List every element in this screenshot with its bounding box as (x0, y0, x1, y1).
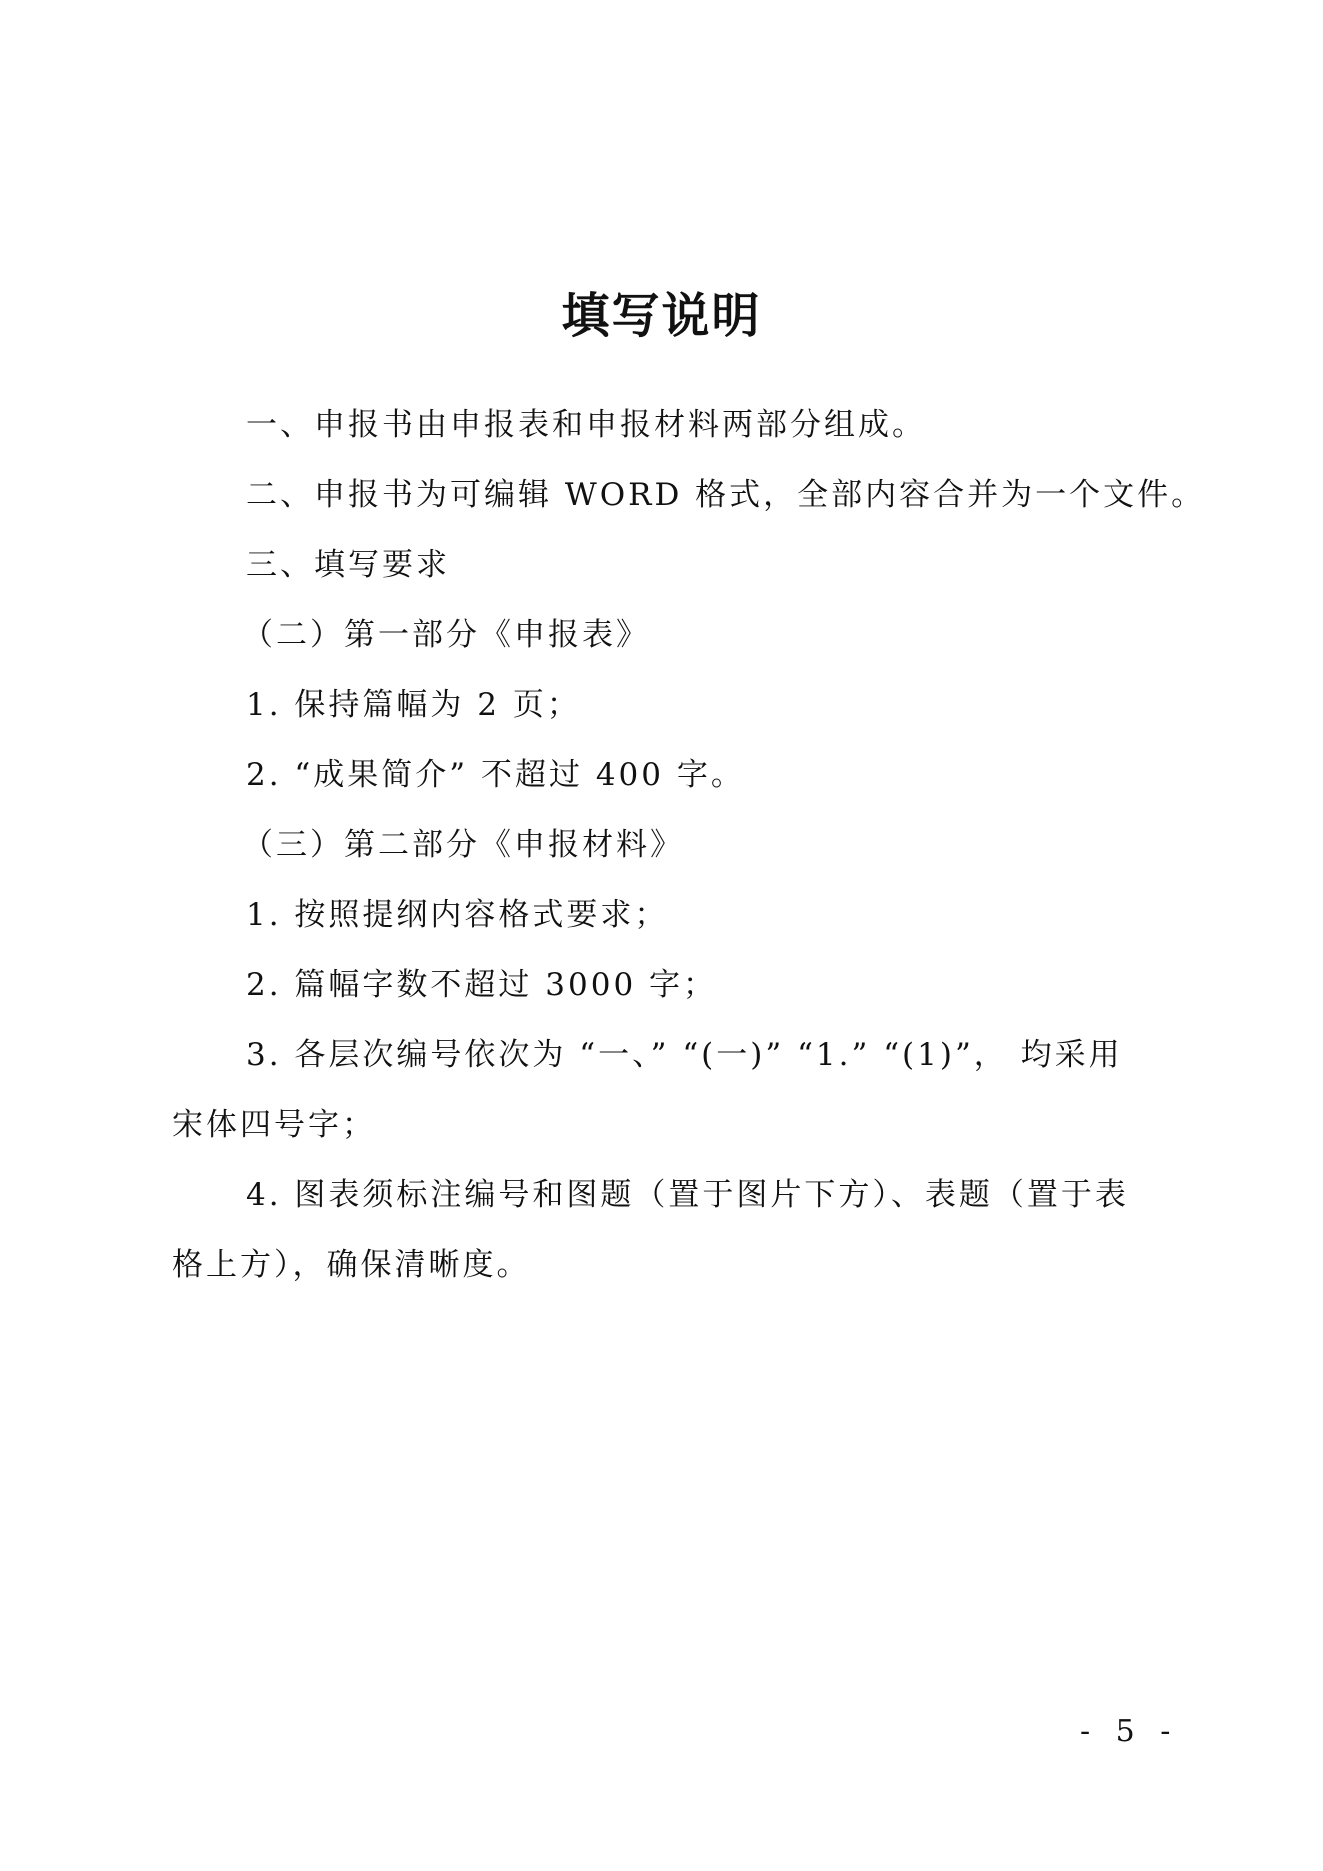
paragraph-8: 1. 按照提纲内容格式要求； (246, 897, 669, 933)
paragraph-9: 2. 篇幅字数不超过 3000 字； (246, 967, 718, 1003)
paragraph-7: （三）第二部分《申报材料》 (242, 827, 684, 863)
paragraph-10: 3. 各层次编号依次为 “一、” “(一)” “1.” “(1)”， 均采用宋体四号字； (172, 1037, 1123, 1143)
paragraph-6: 2. “成果简介” 不超过 400 字。 (246, 757, 745, 793)
document-body (172, 390, 1206, 1300)
paragraph-1: 一、申报书由申报表和申报材料两部分组成。 (246, 407, 926, 443)
paragraph-2: 二、申报书为可编辑 WORD 格式，全部内容合并为一个文件。 (246, 477, 1206, 513)
paragraph-4: （二）第一部分《申报表》 (242, 617, 650, 653)
paragraph-11: 4. 图表须标注编号和图题（置于图片下方）、表题（置于表格上方），确保清晰度。 (172, 1177, 1129, 1283)
document-title: 填写说明 (561, 288, 762, 344)
page-number: - 5 - (1080, 1714, 1179, 1749)
paragraph-5: 1. 保持篇幅为 2 页； (246, 687, 581, 723)
paragraph-3: 三、填写要求 (246, 547, 450, 583)
